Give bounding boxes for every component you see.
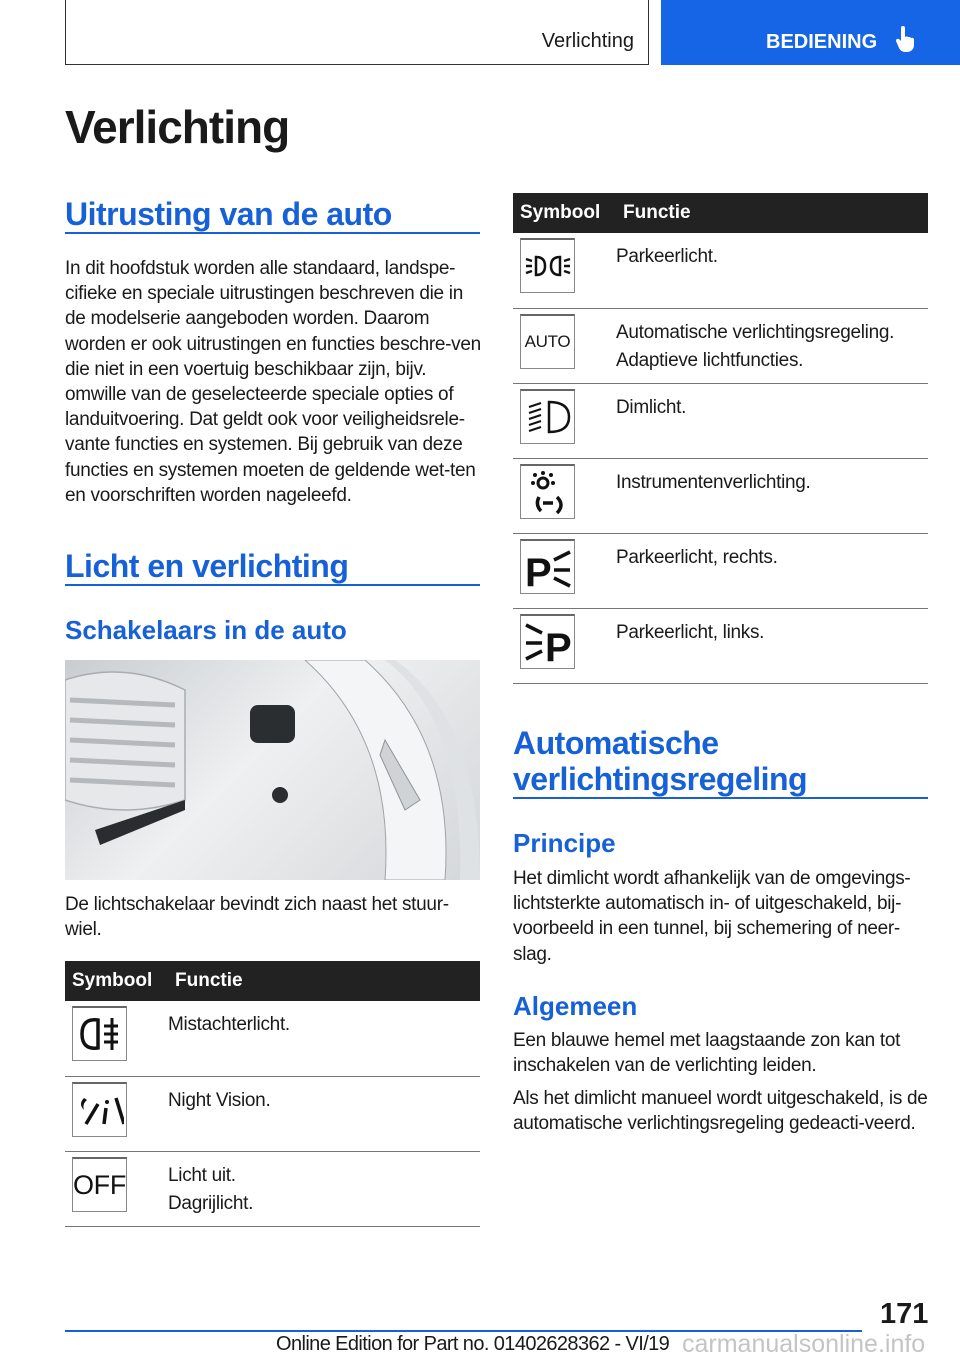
- function-text: Night Vision.: [168, 1089, 271, 1111]
- function-text: Parkeerlicht, rechts.: [616, 546, 778, 568]
- heading-switches: Schakelaars in de auto: [65, 615, 347, 645]
- low-beam-icon: [520, 389, 575, 444]
- function-text: Dagrijlicht.: [168, 1192, 254, 1214]
- symbol-table-right: [513, 193, 928, 684]
- symbol-table-left: [65, 961, 480, 1227]
- instrument-lighting-icon: [520, 464, 575, 519]
- general-text-1: Een blauwe hemel met laagstaande zon kan tot inschakelen van de verlichting leiden.: [513, 1030, 901, 1077]
- night-vision-icon: [72, 1082, 127, 1137]
- heading-principle: Principe: [513, 828, 616, 858]
- parking-light-left-icon: [520, 614, 575, 669]
- heading-auto-lighting: Automatische verlichtingsregeling: [513, 725, 928, 799]
- equipment-text: In dit hoofdstuk worden alle standaard, landspe-cifieke en speciale uitrustingen beschreven die in de modelserie aangeboden worden. Daarom worden er ook uitrustingen en functies beschre-ven die niet in een voertuig beschikbaar zijn, bijv. omwille van de geselecteerde speciale opties of landuitvoering. Dat geldt ook voor veiligheidsrele-vante functies en systemen. Bij gebruik van deze functies en systemen moeten de geldende wet-ten en voorschriften worden nageleefd.: [65, 258, 481, 506]
- heading-equipment: Uitrusting van de auto: [65, 196, 480, 234]
- page-title: Verlichting: [65, 101, 290, 153]
- watermark: carmanualsonline.info: [682, 1330, 926, 1358]
- table-row: [65, 1076, 480, 1151]
- heading-general: Algemeen: [513, 991, 638, 1021]
- header-section: [65, 0, 649, 65]
- section-title: Verlichting: [541, 30, 634, 52]
- function-text: Automatische verlichtingsregeling.: [616, 321, 895, 343]
- table-row: [513, 233, 928, 308]
- auto-icon: AUTO: [520, 314, 575, 369]
- parking-light-icon: [520, 238, 575, 293]
- svg-text:P: P: [524, 550, 551, 590]
- table-row: [513, 308, 928, 383]
- page-number: 171: [880, 1298, 929, 1330]
- col-function: Functie: [616, 193, 928, 233]
- col-function: Functie: [168, 961, 480, 1001]
- general-text-2: Als het dimlicht manueel wordt uitgeschakeld, is de automatische verlichtingsregeling gedeacti-veerd.: [513, 1088, 928, 1135]
- light-switch-photo: [65, 660, 480, 880]
- function-text: Instrumentenverlichting.: [616, 471, 811, 493]
- function-text: Parkeerlicht, links.: [616, 621, 765, 643]
- function-text: Mistachterlicht.: [168, 1014, 290, 1035]
- header-chapter: [661, 0, 960, 65]
- function-text: Adaptieve lichtfuncties.: [616, 349, 804, 371]
- photo-caption: De lichtschakelaar bevindt zich naast het stuur-wiel.: [65, 894, 449, 941]
- off-icon: OFF: [72, 1157, 127, 1212]
- function-text: Licht uit.: [168, 1164, 236, 1186]
- table-row: [513, 533, 928, 608]
- rear-fog-light-icon: [72, 1006, 127, 1061]
- footer-edition: Online Edition for Part no. 01402628362 - VI/19: [276, 1333, 670, 1355]
- col-symbol: Symbool: [65, 961, 168, 1001]
- function-text: Parkeerlicht.: [616, 246, 718, 267]
- svg-text:P: P: [544, 625, 571, 665]
- table-row: [513, 608, 928, 683]
- chapter-title: BEDIENING: [766, 31, 878, 53]
- function-text: Dimlicht.: [616, 396, 687, 418]
- parking-light-right-icon: [520, 539, 575, 594]
- col-symbol: Symbool: [513, 193, 616, 233]
- table-row: [513, 458, 928, 533]
- table-row: [65, 1001, 480, 1076]
- table-row: [513, 383, 928, 458]
- heading-light: Licht en verlichting: [65, 548, 480, 586]
- table-row: [65, 1151, 480, 1226]
- hand-pointer-icon: [895, 26, 917, 52]
- principle-text: Het dimlicht wordt afhankelijk van de omgevings-lichtsterkte automatisch in- of uitgeschakeld, bij-voorbeeld in een tunnel, bij schemering of neer-slag.: [513, 868, 911, 965]
